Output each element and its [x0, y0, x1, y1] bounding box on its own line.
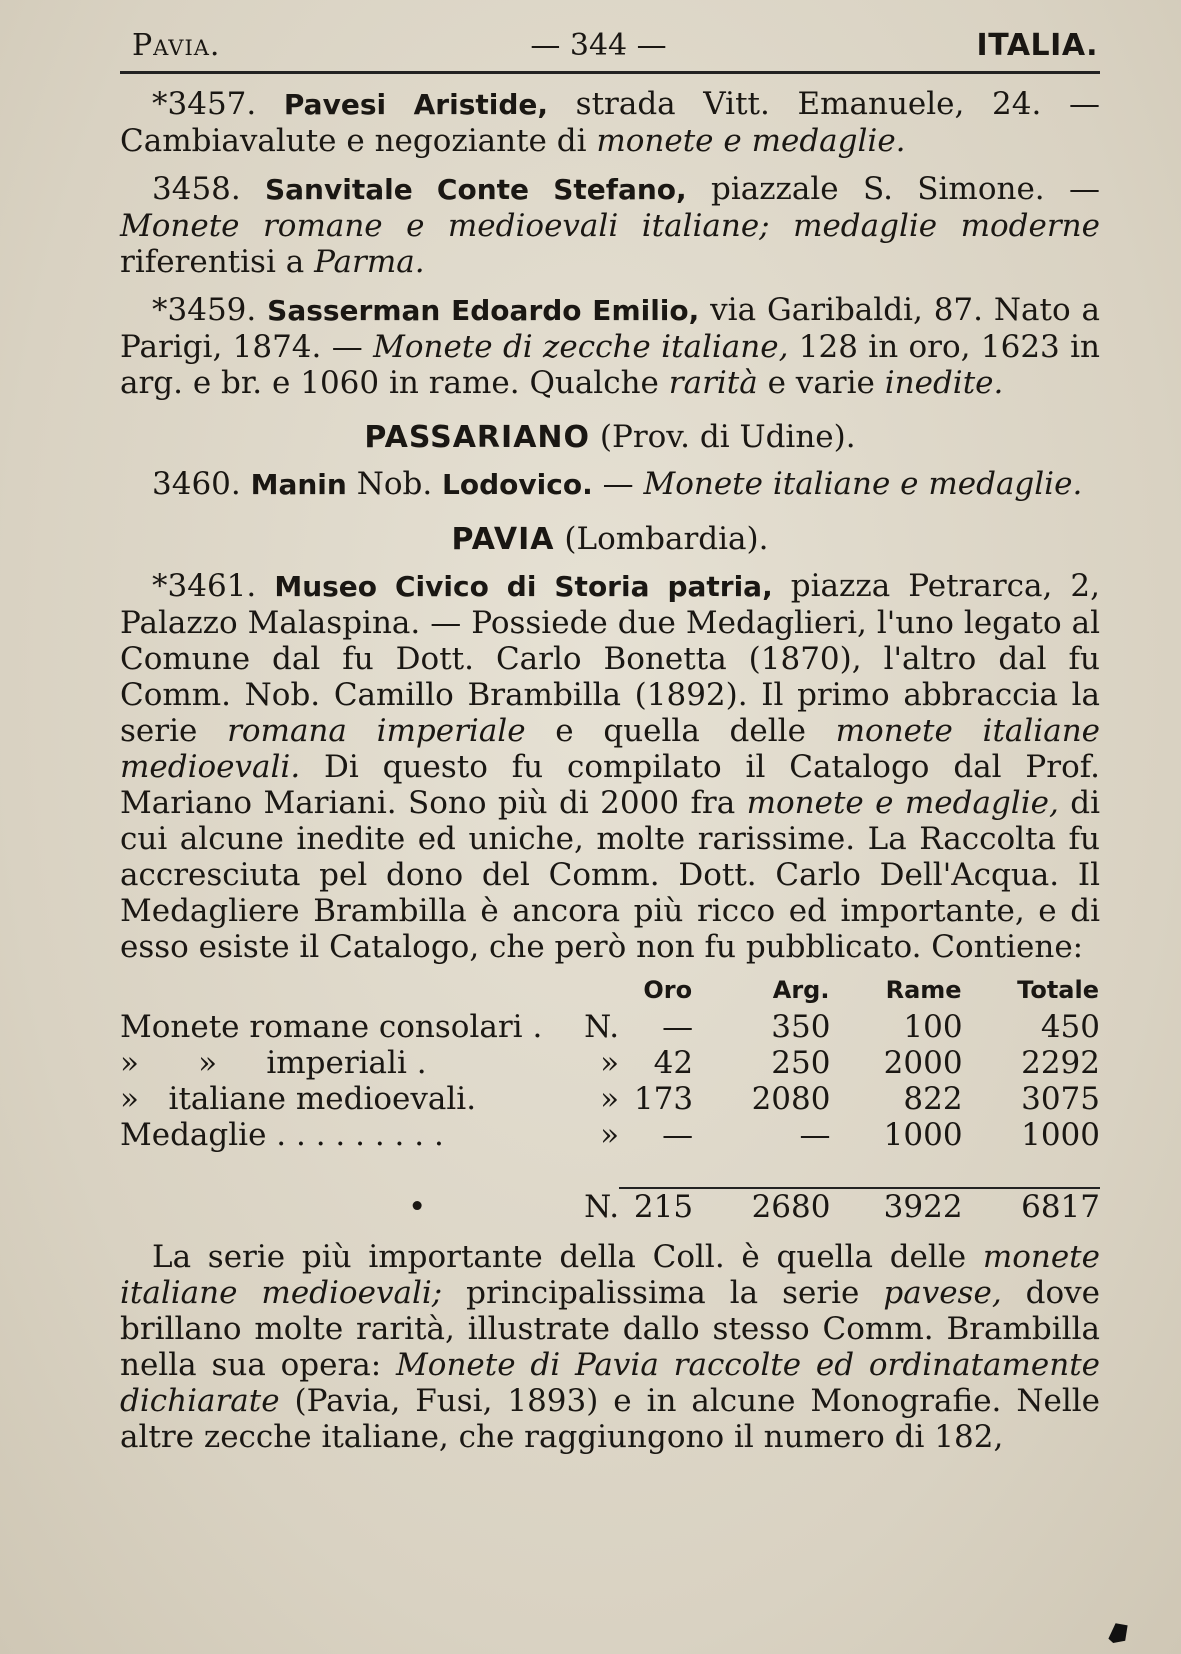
table-cell: 3075: [1021, 1081, 1100, 1117]
entry-3460: [120, 466, 1100, 503]
entry-name: Pavesi Aristide,: [283, 88, 549, 121]
table-cell: 822: [903, 1081, 963, 1117]
table-total-cell: 2680: [751, 1189, 831, 1225]
entry-description-tail2: e varie: [757, 365, 885, 401]
closing-text-3: dove brillano molte rarità, illustrate dallo stesso Comm. Brambilla nella sua opera:: [120, 1275, 1100, 1383]
city-name: PASSARIANO: [364, 420, 591, 455]
closing-italic-2: pavese,: [883, 1275, 1002, 1311]
entry-name-given: Lodovico.: [442, 468, 593, 501]
table-cell: »: [600, 1117, 620, 1153]
table-cell: 2292: [1021, 1045, 1100, 1081]
entry-text-4: di cui alcune inedite ed uniche, molte rarissime. La Raccolta fu accresciuta pel dono del Comm. Dott. Carlo Dell'Acqua. Il Medagliere Brambilla è ancora più ricco ed importante, e di esso esiste il Catalogo, che però non fu pubblicato. Contiene:: [120, 785, 1100, 965]
header-country: ITALIA.: [976, 28, 1098, 63]
entry-text-1: piazza Petrarca, 2, Palazzo Malaspina. — Possiede due Medaglieri, l'uno legato al Comune dal fu Dott. Carlo Bonetta (1870), l'altro dal fu Comm. Nob. Camillo Brambilla (1892). Il primo abbraccia la serie: [120, 568, 1100, 749]
table-total-cell: 6817: [1021, 1189, 1100, 1225]
entry-address: strada Vitt. Emanuele, 24. — Cambiavalute e negoziante di: [120, 86, 1100, 159]
city-heading-pavia: [120, 521, 1100, 558]
entry-description: monete e medaglie.: [596, 123, 906, 159]
entry-description-inedite: inedite.: [884, 365, 1004, 401]
entry-number: *3461.: [152, 568, 257, 604]
header-city: Pavia.: [132, 28, 221, 63]
closing-text-1: La serie più importante della Coll. è quella delle: [152, 1239, 983, 1275]
table-cell: »: [600, 1045, 620, 1081]
city-heading-passariano: [120, 419, 1100, 456]
entry-italic-3: monete e medaglie,: [746, 785, 1059, 821]
closing-italic-1: monete italiane medioevali;: [120, 1239, 1100, 1311]
table-cell: —: [662, 1009, 694, 1045]
entry-3458: [120, 171, 1100, 280]
entry-text-3: Di questo fu compilato il Catalogo dal Prof. Mariano Mariani. Sono più di 2000 fra: [120, 749, 1100, 821]
entry-3457: [120, 86, 1100, 159]
table-header-arg: Arg.: [772, 976, 830, 1004]
table-cell: 2080: [751, 1081, 831, 1117]
table-cell-label: Monete romane consolari .: [120, 1009, 543, 1045]
table-cell: »: [600, 1081, 620, 1117]
entry-number: *3457.: [152, 86, 257, 122]
table-cell: 350: [771, 1009, 831, 1045]
entry-description-place: Parma.: [314, 244, 425, 280]
table-cell: 450: [1040, 1009, 1100, 1045]
table-cell-label: » italiane medioevali.: [120, 1081, 477, 1117]
city-province: (Prov. di Udine).: [590, 419, 856, 455]
table-separator: [120, 1153, 1100, 1188]
running-header: [120, 18, 1100, 74]
table-cell-label: » » imperiali .: [120, 1045, 427, 1081]
table-header-totale: Totale: [1017, 976, 1099, 1004]
book-page: [120, 18, 1100, 1455]
entry-description: Monete italiane e medaglie.: [643, 466, 1083, 502]
entry-number: 3458.: [152, 171, 241, 207]
table-cell: —: [799, 1117, 831, 1153]
entry-description-rarity: rarità: [668, 365, 758, 401]
entry-description-tail: riferentisi a: [120, 244, 315, 280]
entry-italic-1: romana imperiale: [227, 713, 526, 749]
entry-number: *3459.: [152, 292, 257, 328]
entry-text-2: e quella delle: [525, 713, 836, 749]
ink-blot-icon: [1106, 1621, 1130, 1643]
page-number: — 344 —: [530, 28, 667, 63]
table-header-rame: Rame: [885, 976, 962, 1004]
table-cell: 100: [903, 1009, 963, 1045]
entry-italic-2: monete italiane medioevali.: [120, 713, 1101, 785]
table-total-cell: 3922: [883, 1189, 963, 1225]
closing-text-4: (Pavia, Fusi, 1893) e in alcune Monografie. Nelle altre zecche italiane, che raggiungono il numero di 182,: [120, 1383, 1100, 1455]
closing-paragraph: [120, 1239, 1100, 1455]
table-header: [120, 971, 566, 1009]
collection-table: [120, 971, 1100, 1225]
table-cell: 250: [771, 1045, 831, 1081]
entry-name: Museo Civico di Storia patria,: [274, 570, 773, 603]
table-row: [120, 1081, 1100, 1117]
table-header: [566, 971, 619, 1009]
city-name: PAVIA: [451, 522, 555, 557]
entry-3459: [120, 292, 1100, 401]
entry-title: Nob.: [346, 466, 443, 502]
entry-name: Manin: [250, 468, 347, 501]
table-row: [120, 1045, 1100, 1081]
entry-address: piazzale S. Simone. —: [686, 171, 1100, 207]
table-cell: 1000: [883, 1117, 963, 1153]
city-province: (Lombardia).: [554, 521, 769, 557]
closing-text-2: principalissima la serie: [442, 1275, 884, 1311]
table-total-bullet: •: [408, 1189, 427, 1225]
entry-name-part: Sanvitale Conte: [240, 173, 554, 206]
table-total-cell: 215: [633, 1189, 694, 1225]
table-cell-label: Medaglie . . . . . . . . .: [120, 1117, 444, 1153]
table-cell: 173: [633, 1081, 694, 1117]
entry-3461: [120, 568, 1100, 965]
entry-description: Monete di zecche italiane,: [373, 329, 789, 365]
table-cell: 1000: [1021, 1117, 1100, 1153]
table-header-row: [120, 971, 1100, 1009]
table-row: [120, 1117, 1100, 1153]
table-cell: —: [662, 1117, 694, 1153]
entry-description: Monete romane e medioevali italiane; medaglie moderne: [120, 208, 1100, 244]
entry-address: via Garibaldi, 87. Nato a Parigi, 1874. —: [120, 292, 1100, 365]
entry-number: 3460.: [152, 466, 241, 502]
table-cell: 2000: [883, 1045, 963, 1081]
table-cell: 42: [653, 1045, 694, 1081]
entry-name: Stefano,: [553, 173, 687, 206]
table-row: [120, 1009, 1100, 1045]
table-cell: N.: [584, 1009, 620, 1045]
entry-name: Sasserman Edoardo Emilio,: [267, 294, 700, 327]
entry-dash: —: [592, 466, 644, 502]
entry-description-tail: 128 in oro, 1623 in arg. e br. e 1060 in rame. Qualche: [120, 329, 1100, 401]
table-header-oro: Oro: [643, 976, 693, 1004]
table-total-row: [120, 1188, 1100, 1225]
table-total-cell: N.: [584, 1189, 620, 1225]
closing-italic-3: Monete di Pavia raccolte ed ordinatamente dichiarate: [120, 1347, 1101, 1419]
